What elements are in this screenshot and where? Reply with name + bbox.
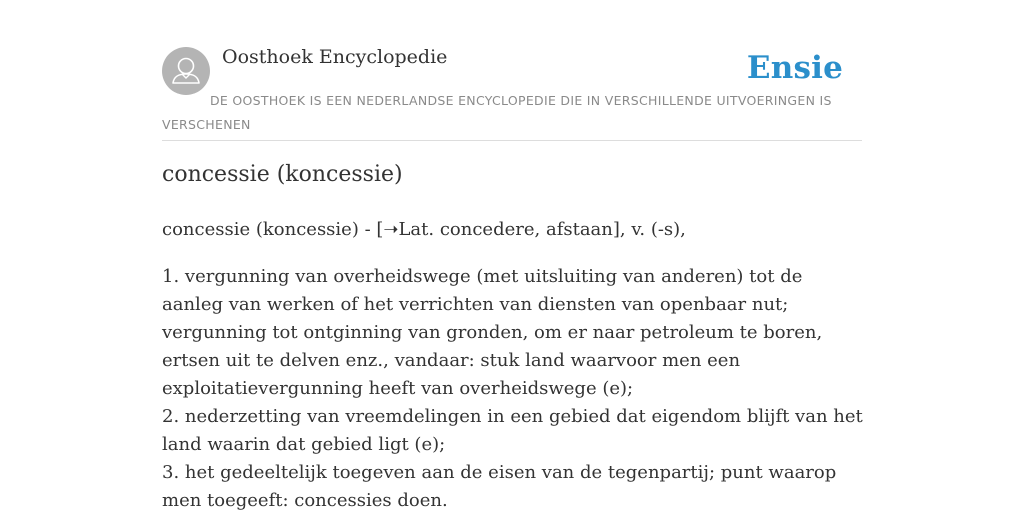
entry-definitions (162, 263, 867, 512)
page-content (162, 0, 862, 512)
entry-title: concessie (koncessie) (162, 162, 403, 187)
source-tagline: DE OOSTHOEK IS EEN NEDERLANDSE ENCYCLOPEDIE DIE IN VERSCHILLENDE UITVOERINGEN IS VERSCHENEN (162, 93, 832, 132)
source-header (162, 0, 862, 141)
definition-item: 1. vergunning van overheidswege (met uitsluiting van anderen) tot de aanleg van werken of het verrichten van diensten van openbaar nut; vergunning tot ontginning van gronden, om er naar petroleum te boren, ertsen uit te delven enz., vandaar: stuk land waarvoor men een exploitatievergunning heeft van overheidswege (e); (162, 266, 823, 399)
ensie-logo-link[interactable]: Ensie (746, 50, 843, 86)
source-name[interactable]: Oosthoek Encyclopedie (222, 46, 448, 68)
definition-item: 2. nederzetting van vreemdelingen in een gebied dat eigendom blijft van het land waarin dat gebied ligt (e); (162, 406, 863, 455)
definition-item: 3. het gedeeltelijk toegeven aan de eisen van de tegenpartij; punt waarop men toegeeft: concessies doen. (162, 462, 837, 511)
entry-lead: concessie (koncessie) - [➝Lat. concedere, afstaan], v. (-s), (162, 219, 686, 240)
user-avatar-icon[interactable] (162, 47, 210, 95)
